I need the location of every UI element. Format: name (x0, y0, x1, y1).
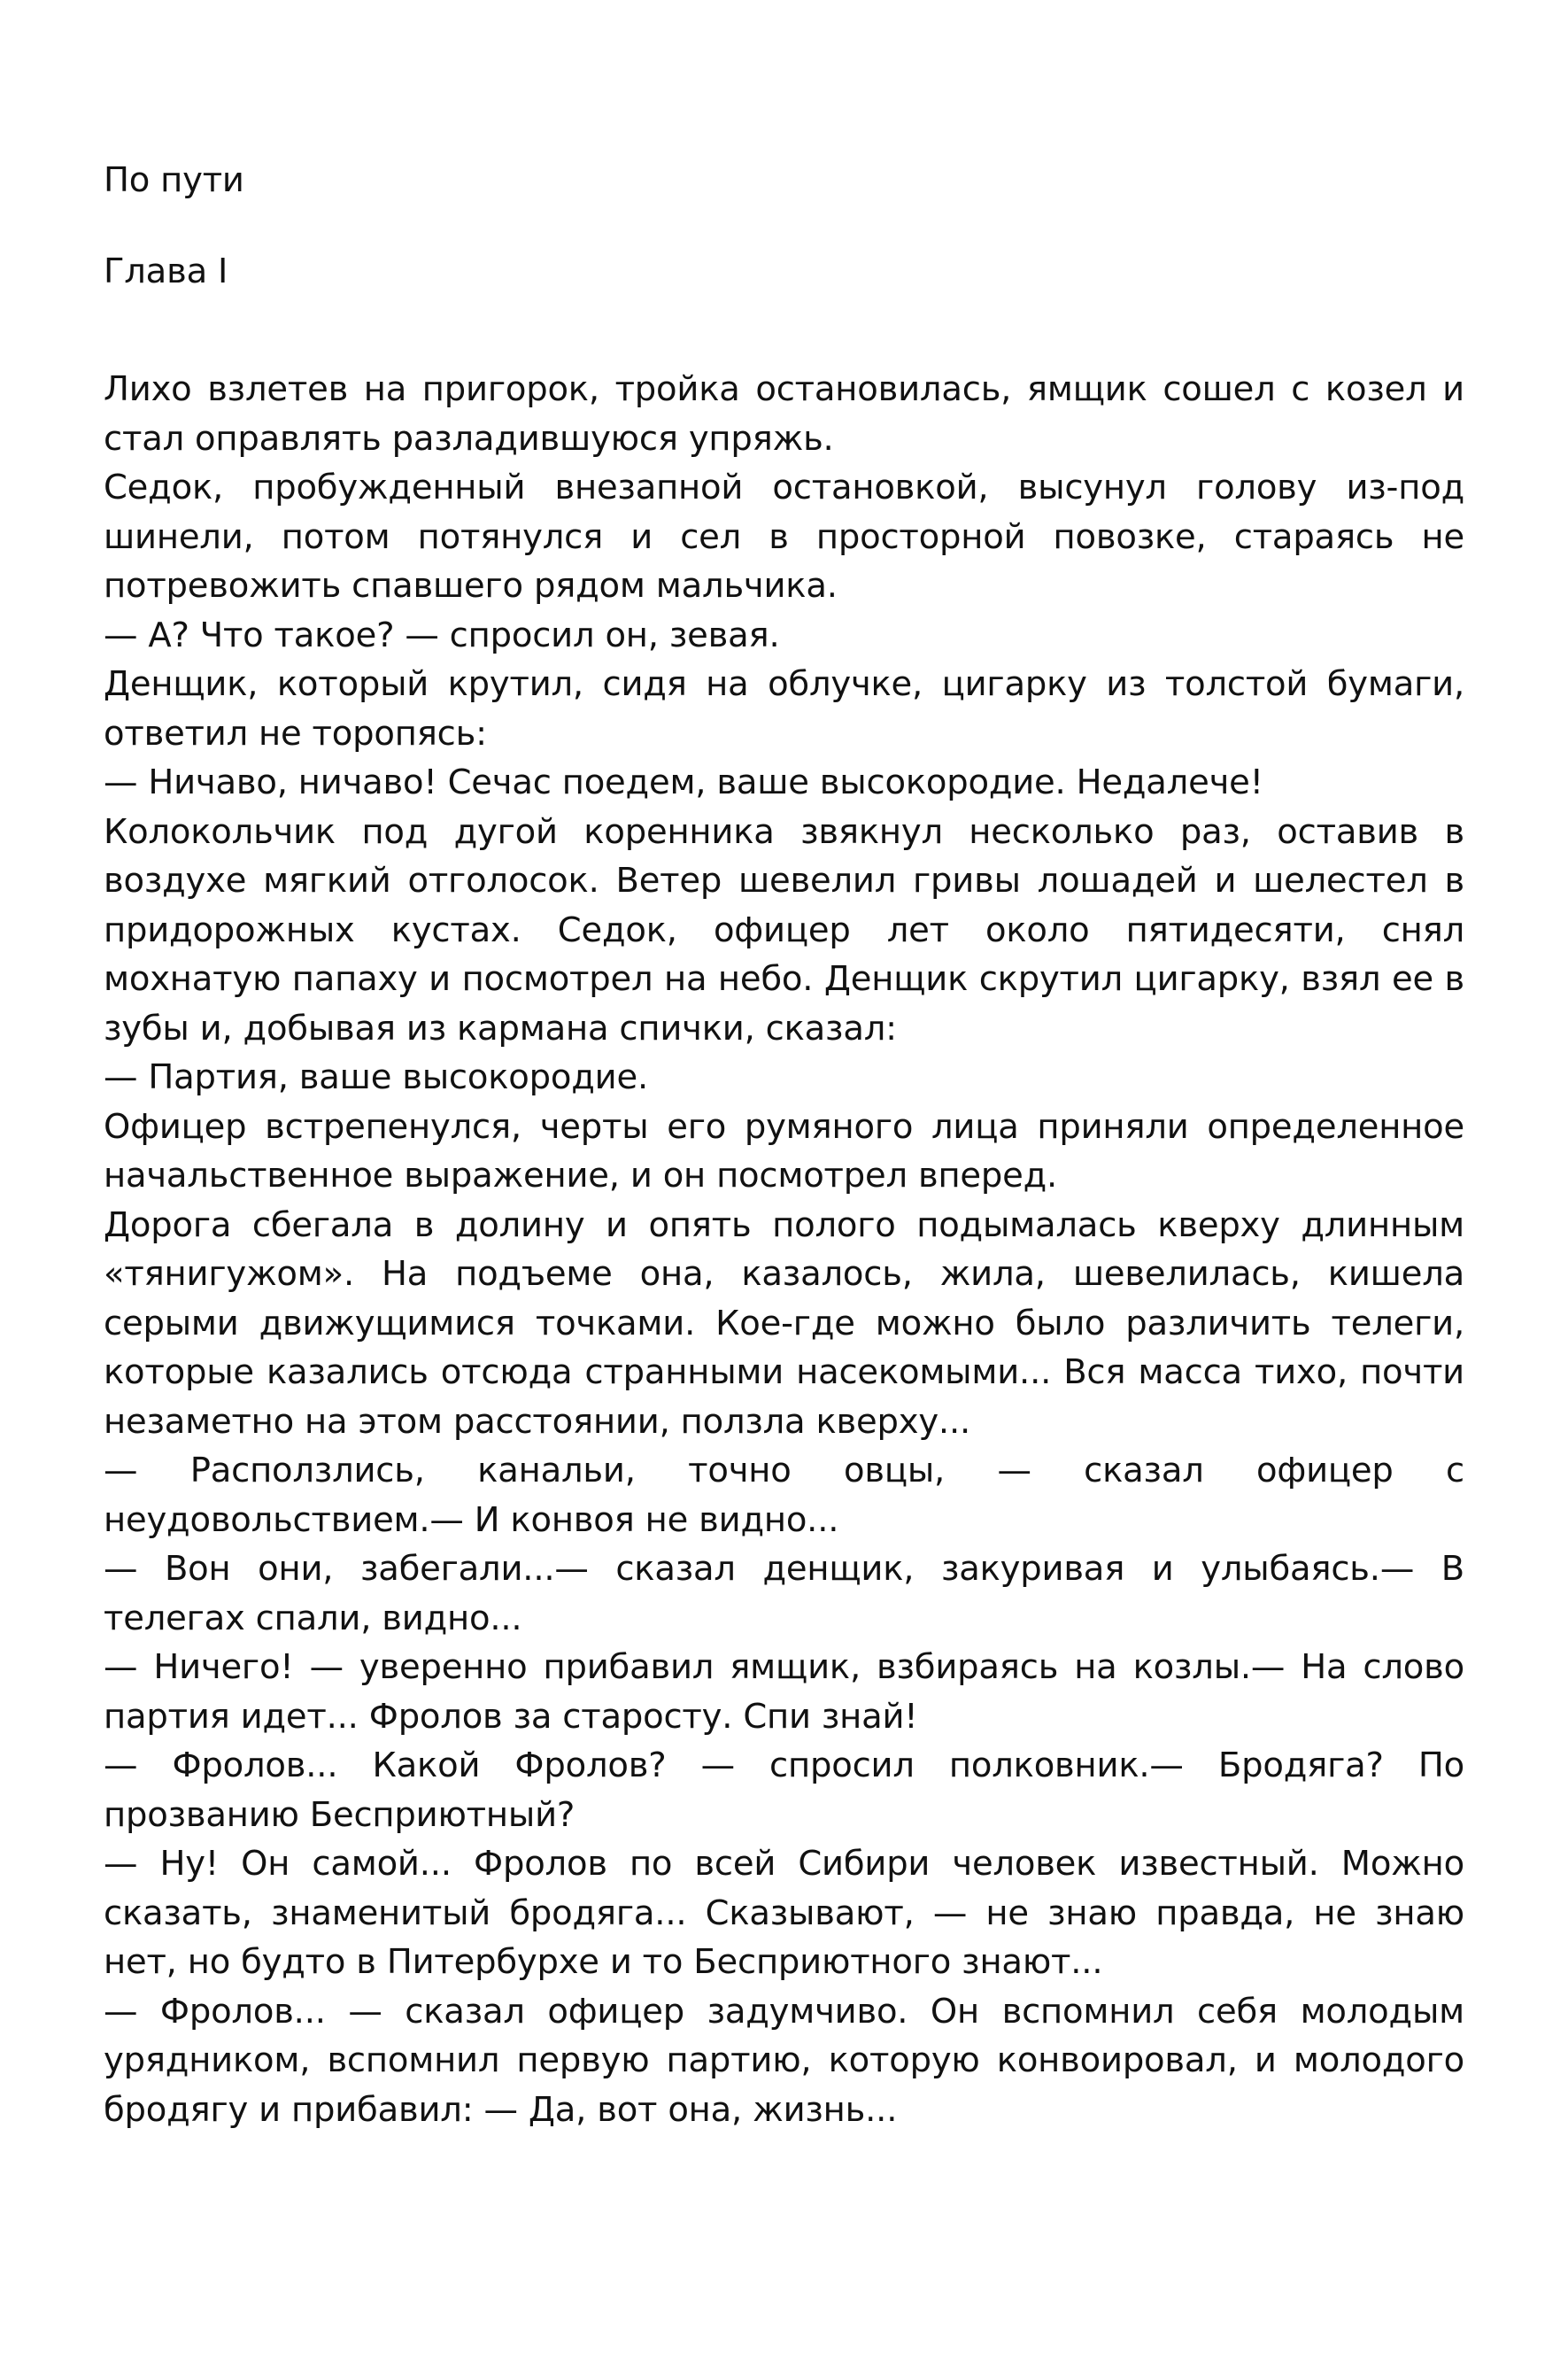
paragraph: Колокольчик под дугой коренника звякнул несколько раз, оставив в воздухе мягкий отголосок. Ветер шевелил гривы лошадей и шелестел в придорожных кустах. Седок, офицер лет около пятидесяти, снял мохнатую папаху и посмотрел на небо. Денщик скрутил цигарку, взял ее в зубы и, добывая из кармана спички, сказал: (104, 811, 1464, 1049)
paragraph: — Партия, ваше высокородие. (104, 1057, 649, 1097)
paragraph: Лихо взлетев на пригорок, тройка остановилась, ямщик сошел с козел и стал оправлять разладившуюся упряжь. (104, 369, 1464, 459)
paragraph: — Ничего! — уверенно прибавил ямщик, взбираясь на козлы.— На слово партия идет... Фролов за старосту. Спи знай! (104, 1647, 1464, 1737)
paragraph: — Вон они, забегали...— сказал денщик, закуривая и улыбаясь.— В телегах спали, видно... (104, 1549, 1464, 1638)
paragraph: — Ну! Он самой... Фролов по всей Сибири человек известный. Можно сказать, знаменитый бродяга... Сказывают, — не знаю правда, не знаю нет, но будто в Питербурхе и то Бесприютного знают... (104, 1844, 1464, 1982)
document-page (104, 156, 1464, 2134)
document-title: По пути (104, 160, 244, 200)
paragraph: — Расползлись, канальи, точно овцы, — сказал офицер с неудовольствием.— И конвоя не видно... (104, 1451, 1464, 1540)
paragraph: — А? Что такое? — спросил он, зевая. (104, 615, 780, 655)
paragraph: Офицер встрепенулся, черты его румяного лица приняли определенное начальственное выражение, и он посмотрел вперед. (104, 1106, 1464, 1196)
body-text (104, 365, 1464, 2134)
chapter-heading: Глава I (104, 251, 228, 291)
paragraph: — Фролов... — сказал офицер задумчиво. Он вспомнил себя молодым урядником, вспомнил первую партию, которую конвоировал, и молодого бродягу и прибавил: — Да, вот она, жизнь... (104, 1991, 1464, 2130)
paragraph: — Фролов... Какой Фролов? — спросил полковник.— Бродяга? По прозванию Бесприютный? (104, 1745, 1464, 1835)
paragraph: Денщик, который крутил, сидя на облучке, цигарку из толстой бумаги, ответил не торопясь: (104, 664, 1464, 754)
paragraph: — Ничаво, ничаво! Сечас поедем, ваше высокородие. Недалече! (104, 762, 1263, 802)
paragraph: Седок, пробужденный внезапной остановкой, высунул голову из-под шинели, потом потянулся и сел в просторной повозке, стараясь не потревожить спавшего рядом мальчика. (104, 468, 1464, 606)
paragraph: Дорога сбегала в долину и опять полого подымалась кверху длинным «тянигужом». На подъеме она, казалось, жила, шевелилась, кишела серыми движущимися точками. Кое-где можно было различить телеги, которые казались отсюда странными насекомыми... Вся масса тихо, почти незаметно на этом расстоянии, ползла кверху... (104, 1204, 1464, 1442)
